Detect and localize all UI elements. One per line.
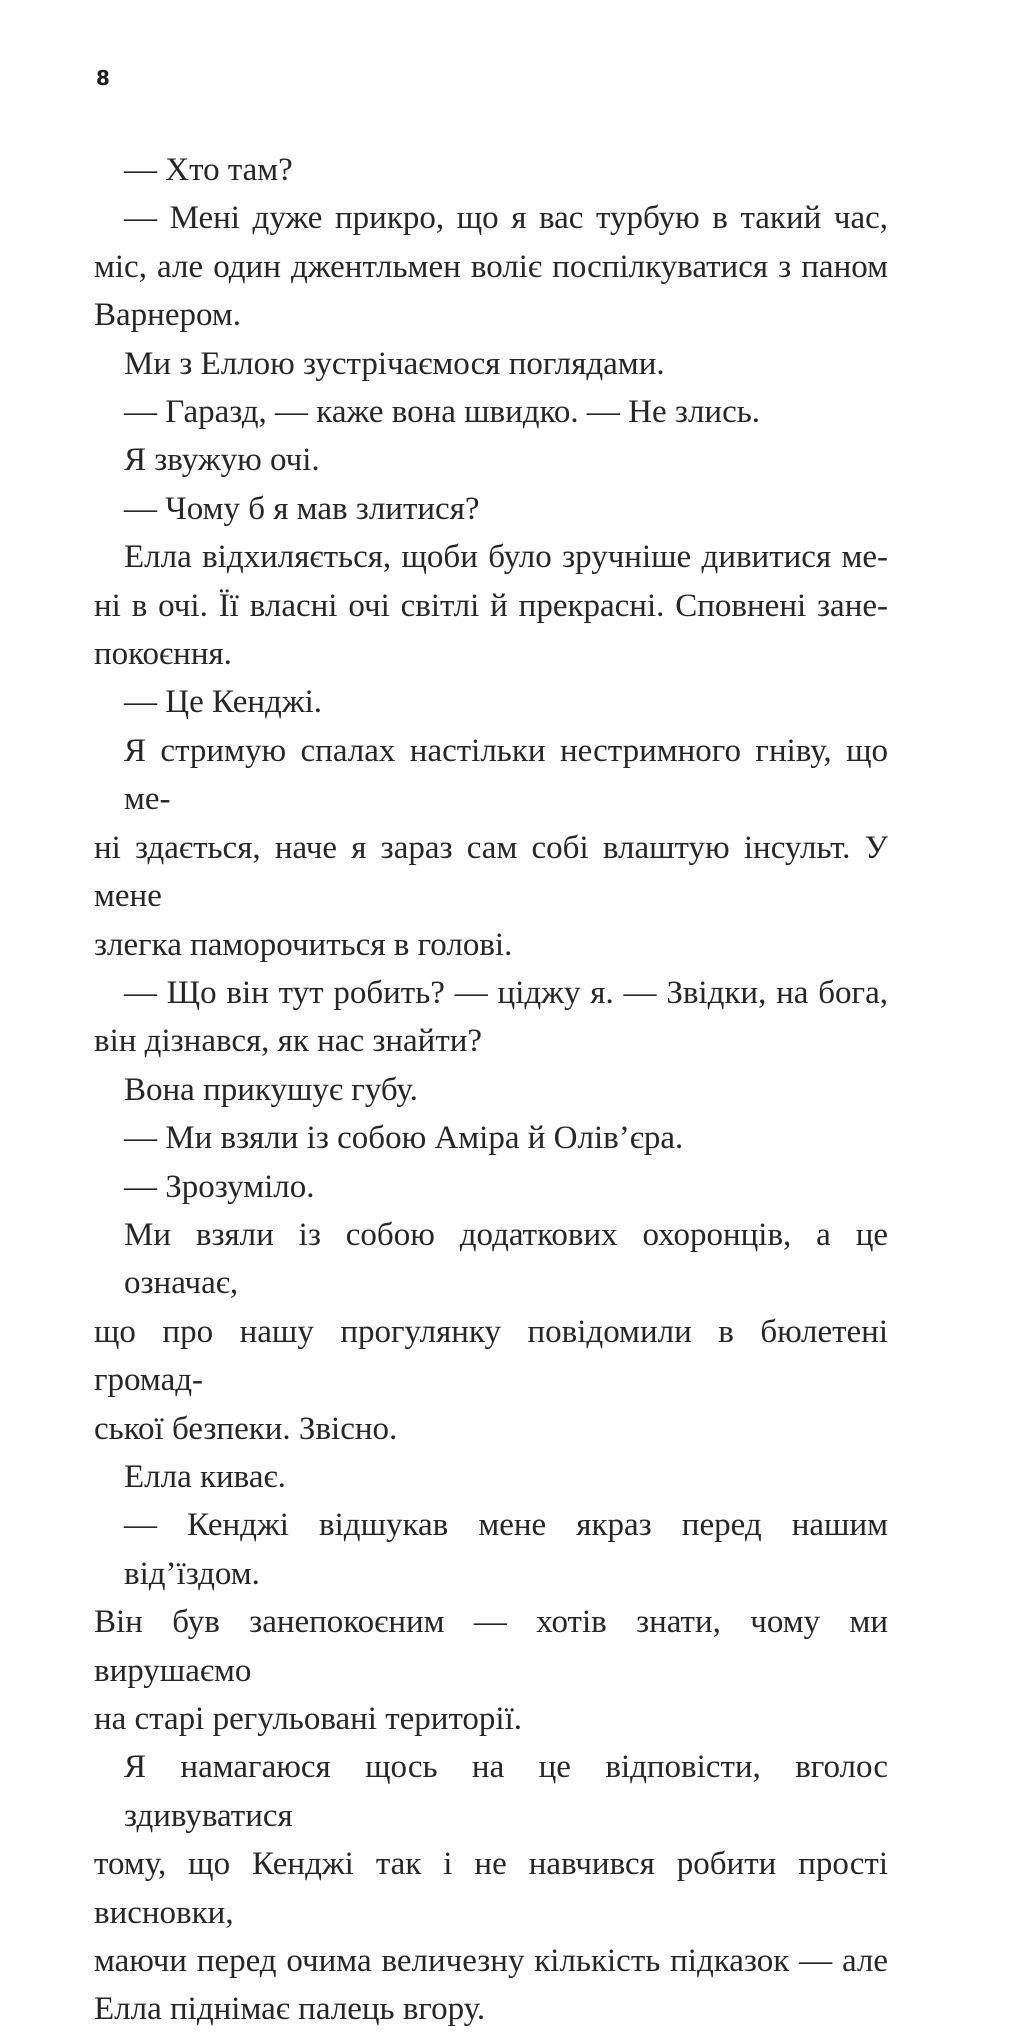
- text-line: Він був занепокоєним — хотів знати, чому ми вирушаємо: [94, 1604, 888, 1689]
- text-line: Ми взяли із собою додаткових охоронців, а це означає,: [124, 1216, 888, 1302]
- text-line: Я стримую спалах настільки нестримного гніву, що ме-: [124, 732, 888, 818]
- text-line: тому, що Кенджі так і не навчився робити прості висновки,: [94, 1846, 888, 1931]
- page-number: 8: [96, 66, 110, 90]
- text-line: покоєння.: [94, 636, 232, 673]
- text-line: Варнером.: [94, 297, 241, 334]
- text-line: — Що він тут робить? — ціджу я. — Звідки, на бога,: [124, 974, 888, 1011]
- text-line: він дізнався, як нас знайти?: [94, 1023, 483, 1060]
- text-line: Я звужую очі.: [124, 442, 320, 479]
- text-line: — Кенджі відшукав мене якраз перед нашим від’їздом.: [124, 1507, 888, 1592]
- text-line: злегка паморочиться в голові.: [94, 926, 513, 963]
- text-line: що про нашу прогулянку повідомили в бюлетені громад-: [94, 1313, 888, 1399]
- text-line: ні в очі. Її власні очі світлі й прекрасні. Сповнені зане-: [94, 587, 888, 624]
- text-line: — Гаразд, — каже вона швидко. — Не злись.: [124, 394, 761, 431]
- text-line: на старі регульовані території.: [94, 1701, 523, 1737]
- text-line: Елла киває.: [124, 1458, 286, 1495]
- text-line: Ми з Еллою зустрічаємося поглядами.: [124, 345, 665, 382]
- text-line: Я намагаюся щось на це відповісти, вголос здивуватися: [124, 1749, 888, 1834]
- text-line: ні здається, наче я зараз сам собі влаштую інсульт. У мене: [94, 829, 888, 915]
- text-line: — Це Кенджі.: [124, 684, 323, 721]
- text-line: — Чому б я мав злитися?: [124, 490, 480, 527]
- text-line: Елла піднімає палець вгору.: [94, 1991, 486, 2028]
- text-line: — Мені дуже прикро, що я вас турбую в такий час,: [124, 200, 888, 237]
- text-line: маючи перед очима величезну кількість підказок — але: [94, 1943, 888, 1980]
- text-line: — Ми взяли із собою Аміра й Олів’єра.: [124, 1120, 684, 1157]
- text-line: Елла відхиляється, щоби було зручніше дивитися ме-: [124, 539, 888, 576]
- text-line: Вона прикушує губу.: [124, 1071, 418, 1108]
- text-line: міс, але один джентльмен воліє поспілкуватися з паном: [94, 248, 888, 285]
- text-line: — Хто там?: [124, 152, 293, 188]
- text-line: ської безпеки. Звісно.: [94, 1410, 398, 1447]
- text-line: — Зрозуміло.: [124, 1168, 315, 1205]
- page-text: [94, 146, 888, 2034]
